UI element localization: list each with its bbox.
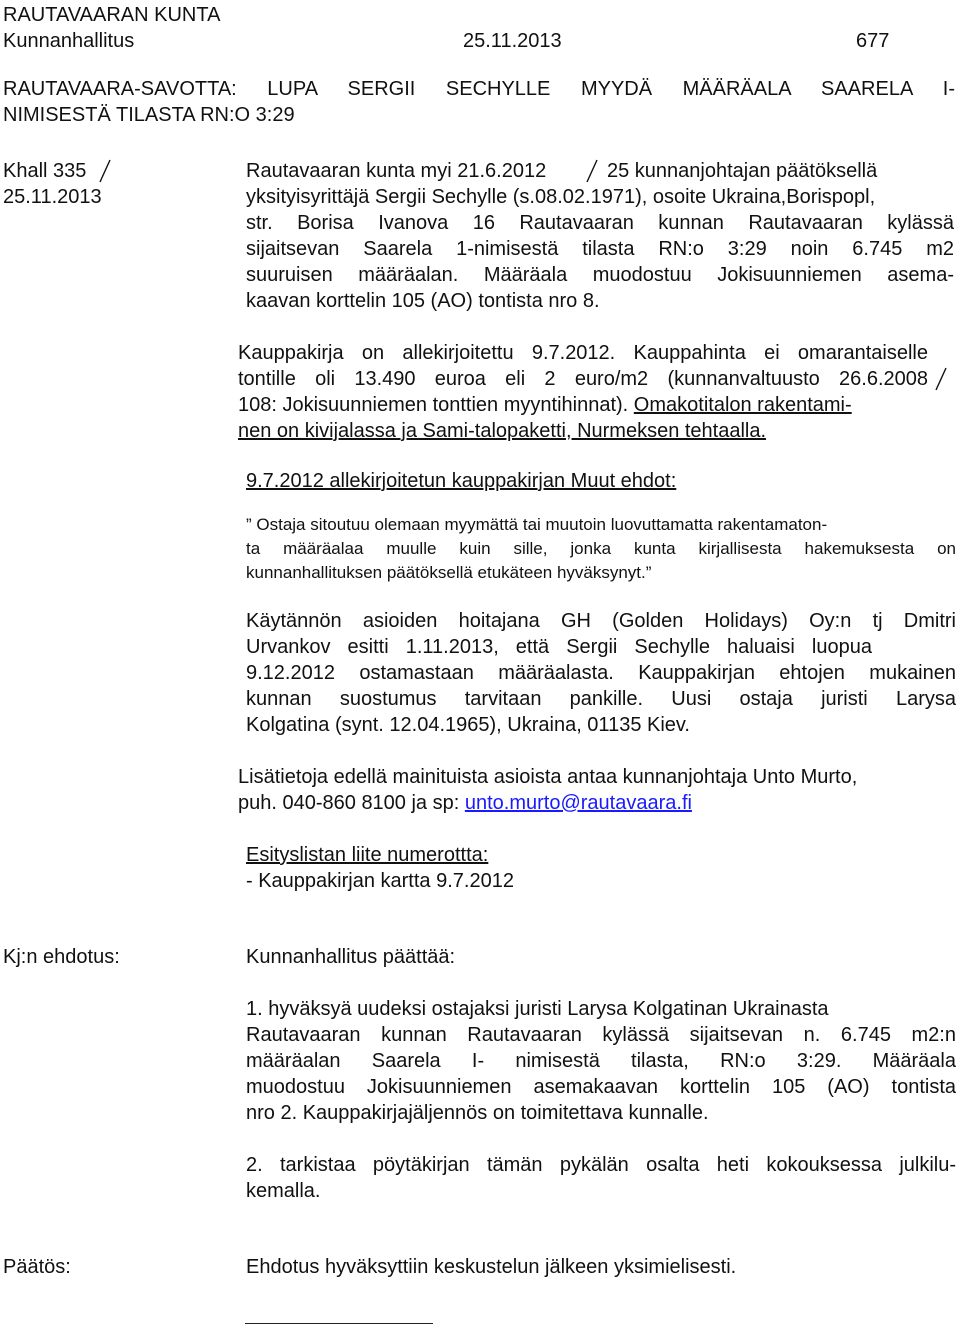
terms-quote-line-1: ” Ostaja sitoutuu olemaan myymättä tai muutoin luovuttamatta rakentamaton-	[246, 515, 828, 534]
item-title-line-2: NIMISESTÄ TILASTA RN:O 3:29	[3, 104, 295, 126]
decision-text: Ehdotus hyväksyttiin keskustelun jälkeen yksimielisesti.	[246, 1256, 737, 1278]
proposal-label: Kj:n ehdotus:	[3, 946, 120, 968]
sale-line-3-underlined: Omakotitalon rakentami-	[633, 394, 852, 416]
gh-line-1: Käytännön asioiden hoitajana GH (Golden Holidays) Oy:n tj Dmitri	[246, 610, 956, 632]
sale-line-3	[238, 392, 852, 418]
proposal-item-1-line-2: Rautavaaran kunnan Rautavaaran kylässä sijaitsevan n. 6.745 m2:n	[246, 1024, 956, 1046]
proposal-item-1-line-3: määräalan Saarela I- nimisestä tilasta, RN:o 3:29. Määräala	[246, 1050, 956, 1072]
terms-quote-line-3: kunnanhallituksen päätöksellä etukäteen hyväksynyt.”	[246, 563, 652, 582]
intro-line-2: yksityisyrittäjä Sergii Sechylle (s.08.02.1971), osoite Ukraina,Borispopl,	[246, 186, 876, 208]
section-sign-icon	[934, 366, 948, 392]
page-number: 677	[856, 30, 890, 52]
sale-line-3-text: 108: Jokisuunniemen tonttien myyntihinnat).	[238, 394, 629, 416]
intro-line-3: str. Borisa Ivanova 16 Rautavaaran kunnan Rautavaaran kylässä	[246, 212, 954, 234]
sale-line-1: Kauppakirja on allekirjoitettu 9.7.2012. Kauppahinta ei omarantaiselle	[238, 342, 928, 364]
email-link[interactable]: unto.murto@rautavaara.fi	[464, 792, 692, 814]
terms-quote-line-2: ta määräalaa muulle kuin sille, jonka kunta kirjallisesta hakemuksesta on	[246, 539, 956, 558]
section-sign-icon	[585, 158, 599, 184]
gh-line-5: Kolgatina (synt. 12.04.1965), Ukraina, 01135 Kiev.	[246, 714, 690, 736]
intro-line-1: Rautavaaran kunta myi 21.6.2012	[246, 160, 547, 182]
decision-label: Päätös:	[3, 1256, 71, 1278]
municipality-name: RAUTAVAARAN KUNTA	[3, 4, 221, 26]
meeting-date: 25.11.2013	[463, 30, 562, 52]
proposal-item-2-line-2: kemalla.	[246, 1180, 321, 1202]
intro-line-4: sijaitsevan Saarela 1-nimisestä tilasta RN:o 3:29 noin 6.745 m2	[246, 238, 954, 260]
terms-heading: 9.7.2012 allekirjoitetun kauppakirjan Muut ehdot:	[246, 470, 677, 492]
signature-line	[245, 1323, 433, 1324]
info-line-2	[238, 790, 692, 816]
proposal-item-1-line-5: nro 2. Kauppakirjajäljennös on toimitettava kunnalle.	[246, 1102, 709, 1124]
reference-date: 25.11.2013	[3, 186, 102, 208]
sale-line-2: tontille oli 13.490 euroa eli 2 euro/m2 (kunnanvaltuusto 26.6.2008	[238, 368, 928, 390]
board-name: Kunnanhallitus	[3, 30, 135, 52]
intro-line-6: kaavan korttelin 105 (AO) tontista nro 8.	[246, 290, 600, 312]
info-contact-text: puh. 040-860 8100 ja sp:	[238, 792, 460, 814]
proposal-item-2-line-1: 2. tarkistaa pöytäkirjan tämän pykälän osalta heti kokouksessa julkilu-	[246, 1154, 956, 1176]
attachment-item: - Kauppakirjan kartta 9.7.2012	[246, 870, 514, 892]
attachments-heading: Esityslistan liite numerottta:	[246, 844, 489, 866]
section-sign-icon	[98, 158, 112, 184]
gh-line-3: 9.12.2012 ostamastaan määräalasta. Kauppakirjan ehtojen mukainen	[246, 662, 956, 684]
item-title-line-1: RAUTAVAARA-SAVOTTA: LUPA SERGII SECHYLLE MYYDÄ MÄÄRÄALA SAARELA I-	[3, 78, 955, 100]
reference-section: Khall 335	[3, 160, 87, 182]
sale-line-4: nen on kivijalassa ja Sami-talopaketti, Nurmeksen tehtaalla.	[238, 420, 767, 442]
intro-line-1b: 25 kunnanjohtajan päätöksellä	[607, 160, 878, 182]
proposal-intro: Kunnanhallitus päättää:	[246, 946, 456, 968]
proposal-item-1-line-4: muodostuu Jokisuunniemen asemakaavan korttelin 105 (AO) tontista	[246, 1076, 956, 1098]
info-line-1: Lisätietoja edellä mainituista asioista antaa kunnanjohtaja Unto Murto,	[238, 766, 858, 788]
intro-line-5: suuruisen määräalan. Määräala muodostuu Jokisuunniemen asema-	[246, 264, 954, 286]
proposal-item-1-line-1: 1. hyväksyä uudeksi ostajaksi juristi Larysa Kolgatinan Ukrainasta	[246, 998, 829, 1020]
gh-line-4: kunnan suostumus tarvitaan pankille. Uusi ostaja juristi Larysa	[246, 688, 956, 710]
gh-line-2: Urvankov esitti 1.11.2013, että Sergii Sechylle haluaisi luopua	[246, 636, 872, 658]
